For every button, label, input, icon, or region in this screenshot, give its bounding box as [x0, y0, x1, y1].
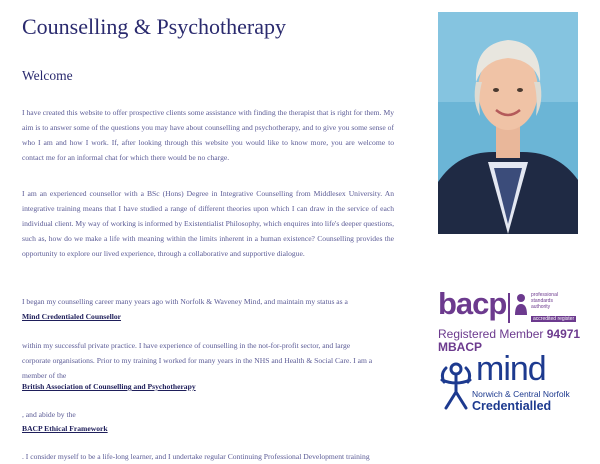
career-paragraph-line-3: member of the	[22, 371, 67, 380]
site-title: Counselling & Psychotherapy	[22, 14, 286, 39]
mbacp-designation: MBACP	[438, 340, 482, 354]
abide-text: , and abide by the	[22, 410, 76, 419]
career-paragraph-line-2: corporate organisations. Prior to my training I worked for many years in the NHS and Health & Social Care. I am a	[22, 356, 373, 365]
bacp-line-1: professional	[531, 292, 558, 298]
bacp-line-3: authority	[531, 304, 551, 310]
career-paragraph-start: I began my counselling career many years ago with Norfolk & Waveney Mind, and maintain my status as a	[22, 297, 348, 306]
mind-figure-icon	[438, 362, 474, 410]
about-paragraph: I am an experienced counsellor with a BSc (Hons) Degree in Integrative Counselling from Middlesex University. An integrative training means that I have studied a range of different theories upon which I can draw in the service of each individual client. My way of working is informed by Existentialist Philosophy, which enquires into life's deeper questions, such as, how do we make a life with meaning within the limits inherent in a human existence? Counselling provides the opportunity to explore our lived experience, through a collaborative and supportive dialogue.	[22, 189, 394, 258]
counsellor-photo	[438, 12, 578, 234]
career-paragraph-line-1: within my successful private practice. I have experience of counselling in the not-for-profit sector, and large	[22, 341, 351, 350]
mind-credentialled: Credentialled	[472, 399, 552, 413]
bacp-framework-link[interactable]: BACP Ethical Framework	[22, 424, 108, 433]
registered-member	[438, 327, 580, 341]
mind-logo	[438, 350, 588, 422]
registered-member-label: Registered Member	[438, 327, 544, 341]
mind-wordmark: mind	[476, 350, 546, 388]
bacp-line-2: standards	[531, 298, 553, 304]
welcome-heading: Welcome	[22, 68, 73, 83]
bacp-association-link[interactable]: British Association of Counselling and Psychotherapy	[22, 382, 196, 391]
bacp-divider	[508, 293, 510, 323]
bacp-person-icon	[514, 293, 528, 315]
mind-region: Norwich & Central Norfolk	[472, 389, 570, 399]
registration-number: 94971	[546, 327, 581, 341]
intro-paragraph: I have created this website to offer prospective clients some assistance with finding the therapist that is right for them. My aim is to answer some of the questions you may have about counselling and psychotherapy, and to give you some sense of who I am and how I work. If, after looking through this website you would like to know more, you are welcome to contact me for an informal chat for which there would be no charge.	[22, 108, 394, 162]
mind-counsellor-link[interactable]: Mind Credentialed Counsellor	[22, 312, 122, 321]
bacp-wordmark: bacp	[438, 286, 507, 321]
bacp-accredited-badge: accredited register	[533, 316, 575, 322]
learner-text: . I consider myself to be a life-long learner, and I undertake regular Continuing Professional Development training	[22, 452, 370, 461]
